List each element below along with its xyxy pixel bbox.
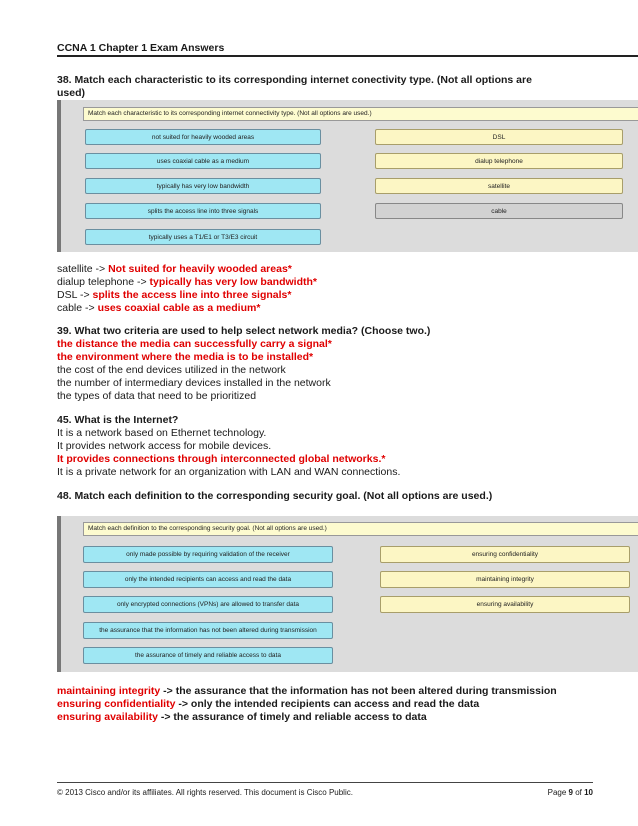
q39-correct-option: the distance the media can successfully carry a signal* <box>57 338 332 350</box>
q38-answer <box>57 289 317 302</box>
q38-option-left[interactable]: uses coaxial cable as a medium <box>85 153 321 169</box>
q38-figure-header: Match each characteristic to its corresponding internet connectivity type. (Not all options are used.) <box>83 107 638 121</box>
q39-option: the number of intermediary devices installed in the network <box>57 377 331 389</box>
q48-title: 48. Match each definition to the corresponding security goal. (Not all options are used.) <box>57 490 493 502</box>
q48-figure <box>57 516 638 672</box>
answer-prefix: ensuring confidentiality <box>57 698 176 710</box>
q48-option-left[interactable]: only the intended recipients can access and read the data <box>83 571 333 588</box>
q45-option: It is a private network for an organization with LAN and WAN connections. <box>57 466 401 478</box>
answer-value: Not suited for heavily wooded areas* <box>108 263 292 275</box>
answer-prefix: DSL -> <box>57 289 93 301</box>
answer-prefix: cable -> <box>57 302 98 314</box>
q39-option: the cost of the end devices utilized in the network <box>57 364 286 376</box>
q38-title-line1: 38. Match each characteristic to its corresponding internet conectivity type. (Not all options are <box>57 74 532 86</box>
footer-rule <box>57 782 593 783</box>
q48-option-left[interactable]: the assurance that the information has not been altered during transmission <box>83 622 333 639</box>
q38-title-line2: used) <box>57 87 86 99</box>
q39 <box>57 325 430 403</box>
footer-copyright: © 2013 Cisco and/or its affiliates. All rights reserved. This document is Cisco Public. <box>57 788 353 797</box>
answer-value: -> the assurance that the information has not been altered during transmission <box>160 685 557 697</box>
q39-correct-option: the environment where the media is to be installed* <box>57 351 314 363</box>
answer-value: uses coaxial cable as a medium* <box>97 302 261 314</box>
q38-answer <box>57 263 317 276</box>
q48-option-left[interactable]: the assurance of timely and reliable access to data <box>83 647 333 664</box>
answer-prefix: dialup telephone -> <box>57 276 150 288</box>
q45-option: It provides network access for mobile devices. <box>57 440 272 452</box>
q38-option-left[interactable]: splits the access line into three signals <box>85 203 321 219</box>
q38-answer <box>57 302 317 315</box>
q38-answers <box>57 263 317 315</box>
q48-option-left[interactable]: only encrypted connections (VPNs) are allowed to transfer data <box>83 596 333 613</box>
q48-figure-header: Match each definition to the corresponding security goal. (Not all options are used.) <box>83 522 638 536</box>
q38-title <box>57 74 617 100</box>
q38-figure <box>57 100 638 252</box>
q45-option: It is a network based on Ethernet technology. <box>57 427 267 439</box>
q48-target-right[interactable]: maintaining integrity <box>380 571 630 588</box>
document-title: CCNA 1 Chapter 1 Exam Answers <box>57 42 225 54</box>
answer-value: -> the assurance of timely and reliable access to data <box>157 711 427 723</box>
q38-answer <box>57 276 317 289</box>
answer-prefix: satellite -> <box>57 263 109 275</box>
page-current: 9 <box>568 788 573 797</box>
q48-answer <box>57 698 557 711</box>
q48-answers <box>57 685 557 724</box>
q45-correct-option: It provides connections through interconnected global networks.* <box>57 453 386 465</box>
q48-option-left[interactable]: only made possible by requiring validation of the receiver <box>83 546 333 563</box>
q48-answer <box>57 711 557 724</box>
q38-option-left[interactable]: typically has very low bandwidth <box>85 178 321 194</box>
q38-target-right[interactable]: DSL <box>375 129 623 145</box>
q48-answer <box>57 685 557 698</box>
answer-value: typically has very low bandwidth* <box>149 276 317 288</box>
page-of: of <box>572 788 585 797</box>
answer-value: -> only the intended recipients can access and read the data <box>175 698 480 710</box>
q39-option: the types of data that need to be prioritized <box>57 390 257 402</box>
q39-title: 39. What two criteria are used to help select network media? (Choose two.) <box>57 325 431 337</box>
q38-option-left[interactable]: typically uses a T1/E1 or T3/E3 circuit <box>85 229 321 245</box>
page-label: Page <box>547 788 569 797</box>
q38-option-left[interactable]: not suited for heavily wooded areas <box>85 129 321 145</box>
page-number <box>548 788 593 797</box>
q48-target-right[interactable]: ensuring confidentiality <box>380 546 630 563</box>
q38-target-right[interactable]: dialup telephone <box>375 153 623 169</box>
answer-value: splits the access line into three signals* <box>92 289 292 301</box>
answer-prefix: maintaining integrity <box>57 685 161 697</box>
q45 <box>57 414 400 479</box>
q45-title: 45. What is the Internet? <box>57 414 179 426</box>
page-total: 10 <box>584 788 593 797</box>
answer-prefix: ensuring availability <box>57 711 158 723</box>
q48-target-right[interactable]: ensuring availability <box>380 596 630 613</box>
q38-target-right[interactable]: cable <box>375 203 623 219</box>
header-rule <box>57 55 638 57</box>
q38-target-right[interactable]: satellite <box>375 178 623 194</box>
